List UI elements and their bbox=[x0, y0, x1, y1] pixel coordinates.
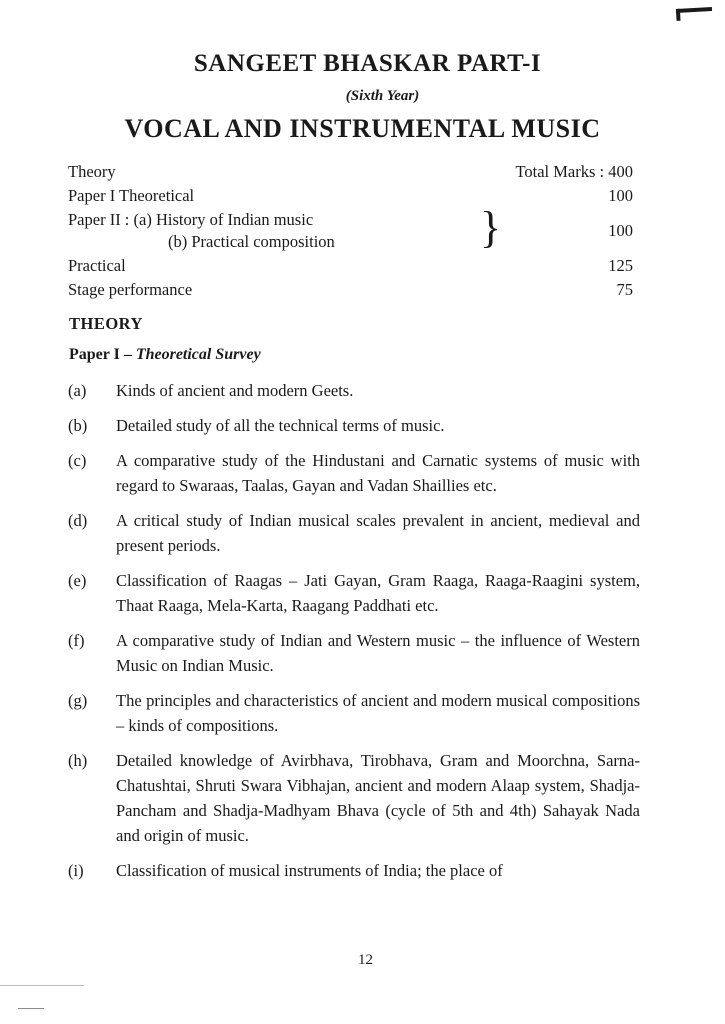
marks-row-paper1 bbox=[68, 184, 633, 208]
list-item-text: Classification of musical instruments of India; the place of bbox=[116, 861, 503, 880]
marks-value: 100 bbox=[608, 221, 633, 240]
section-heading: VOCAL AND INSTRUMENTAL MUSIC bbox=[124, 114, 601, 143]
list-item-marker: (f) bbox=[68, 631, 85, 650]
list-item-marker: (e) bbox=[68, 571, 87, 590]
list-item-marker: (g) bbox=[68, 691, 88, 710]
marks-label: Practical bbox=[68, 256, 126, 275]
page-number: 12 bbox=[358, 952, 373, 968]
scan-corner-mark bbox=[676, 7, 712, 13]
marks-label: Stage performance bbox=[68, 280, 193, 299]
list-item-text: A comparative study of the Hindustani and Carnatic systems of music with regard to Swaraas, Taalas, Gayan and Vadan Shaillies etc. bbox=[116, 451, 640, 495]
list-item bbox=[68, 748, 640, 848]
marks-table bbox=[68, 160, 633, 302]
list-item-marker: (b) bbox=[68, 416, 88, 435]
section-title: THEORY bbox=[69, 314, 143, 333]
paper-heading-title: Theoretical Survey bbox=[135, 346, 261, 363]
list-item bbox=[68, 508, 640, 558]
document-subtitle: (Sixth Year) bbox=[345, 88, 420, 104]
list-item bbox=[68, 858, 640, 883]
marks-row-stage bbox=[68, 278, 633, 302]
marks-row-paper2 bbox=[68, 203, 633, 254]
list-item bbox=[68, 413, 640, 438]
marks-row-practical bbox=[68, 254, 633, 278]
list-item bbox=[68, 448, 640, 498]
list-item-text: Detailed knowledge of Avirbhava, Tirobhava, Gram and Moorchna, Sarna-Chatushtai, Shruti Swara Vibhajan, ancient and modern Alaap system, Shadja-Pancham and Shadja-Madhyam Bhava (cycle of 5th and 4th) Sahayak Nada and origin of music. bbox=[116, 751, 640, 845]
list-item-marker: (h) bbox=[68, 751, 88, 770]
document-title: SANGEET BHASKAR PART-I bbox=[193, 50, 542, 77]
list-item-text: The principles and characteristics of ancient and modern musical compositions – kinds of compositions. bbox=[116, 691, 640, 735]
list-item-text: Detailed study of all the technical terms of music. bbox=[116, 416, 445, 435]
list-item-text: Classification of Raagas – Jati Gayan, Gram Raaga, Raaga-Raagini system, Thaat Raaga, Mela-Karta, Raagang Paddhati etc. bbox=[116, 571, 640, 615]
marks-label: (b) Practical composition bbox=[168, 232, 335, 251]
marks-value: 75 bbox=[616, 280, 633, 299]
list-item bbox=[68, 688, 640, 738]
marks-value: 100 bbox=[608, 186, 633, 205]
list-item bbox=[68, 568, 640, 618]
list-item-text: A comparative study of Indian and Western music – the influence of Western Music on Indian Music. bbox=[116, 631, 640, 675]
list-item-marker: (d) bbox=[68, 511, 88, 530]
list-item-marker: (i) bbox=[68, 861, 84, 880]
marks-row-theory bbox=[68, 160, 633, 184]
list-item-text: Kinds of ancient and modern Geets. bbox=[116, 381, 354, 400]
scan-smudge bbox=[0, 985, 84, 986]
syllabus-list bbox=[68, 378, 640, 893]
list-item-text: A critical study of Indian musical scales prevalent in ancient, medieval and present periods. bbox=[116, 511, 640, 555]
marks-label: Theory bbox=[68, 162, 116, 181]
brace-symbol: } bbox=[480, 203, 502, 252]
marks-label: Paper II : (a) History of Indian music bbox=[68, 210, 314, 229]
list-item bbox=[68, 378, 640, 403]
paper-heading bbox=[69, 346, 261, 364]
list-item-marker: (a) bbox=[68, 381, 87, 400]
marks-label: Paper I Theoretical bbox=[68, 186, 195, 205]
total-marks: Total Marks : 400 bbox=[515, 162, 633, 181]
paper-heading-prefix: Paper I – bbox=[69, 346, 136, 363]
list-item bbox=[68, 628, 640, 678]
marks-value: 125 bbox=[608, 256, 633, 275]
scan-smudge bbox=[18, 1008, 44, 1009]
list-item-marker: (c) bbox=[68, 451, 87, 470]
